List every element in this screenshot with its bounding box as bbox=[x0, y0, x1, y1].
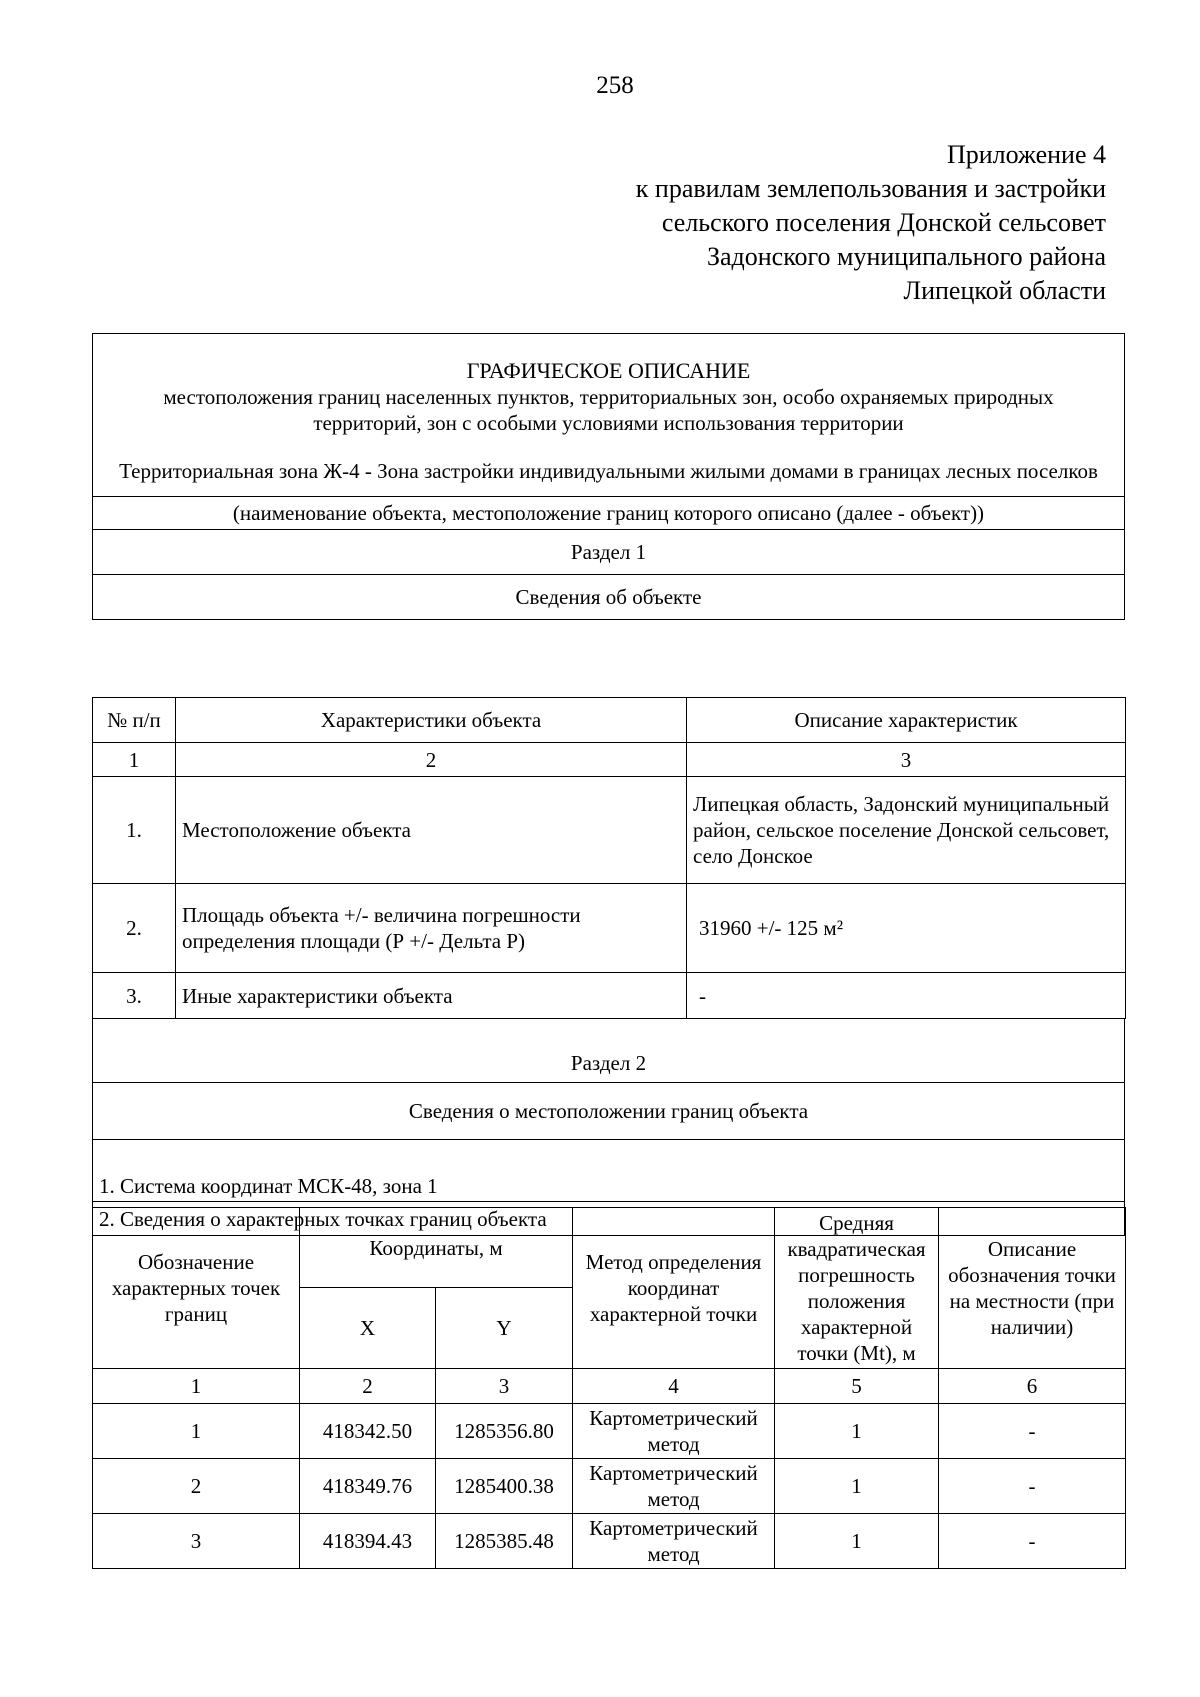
column-header: Характеристики объекта bbox=[176, 698, 687, 743]
section1-title: Раздел 1 bbox=[93, 530, 1125, 575]
column-header: Описание характеристик bbox=[687, 698, 1126, 743]
document-subtitle: местоположения границ населенных пунктов, территориальных зон, особо охраняемых природных территорий, зон с особыми условиями использования территории bbox=[163, 385, 1054, 435]
header-cell bbox=[93, 334, 1125, 497]
characteristic-cell: Площадь объекта +/- величина погрешности определения площади (Р +/- Дельта Р) bbox=[176, 884, 687, 973]
column-header-x: X bbox=[300, 1288, 436, 1369]
column-number: 3 bbox=[687, 743, 1126, 777]
document-title: ГРАФИЧЕСКОЕ ОПИСАНИЕ bbox=[466, 358, 751, 383]
row-number: 1. bbox=[93, 777, 176, 884]
characteristic-cell: Местоположение объекта bbox=[176, 777, 687, 884]
header-table bbox=[92, 333, 1125, 620]
object-caption: (наименование объекта, местоположение границ которого описано (далее - объект)) bbox=[93, 497, 1125, 530]
appendix-line: Липецкой области bbox=[903, 276, 1106, 305]
point-description: - bbox=[939, 1514, 1126, 1569]
section1-subtitle: Сведения об объекте bbox=[93, 575, 1125, 620]
point-method: Картометрический метод bbox=[573, 1459, 775, 1514]
point-id: 3 bbox=[93, 1514, 300, 1569]
description-cell: - bbox=[687, 973, 1126, 1019]
column-number: 3 bbox=[436, 1369, 573, 1404]
object-info-table bbox=[92, 697, 1126, 1019]
column-number: 2 bbox=[300, 1369, 436, 1404]
point-description: - bbox=[939, 1459, 1126, 1514]
column-number: 2 bbox=[176, 743, 687, 777]
point-id: 2 bbox=[93, 1459, 300, 1514]
point-x: 418349.76 bbox=[300, 1459, 436, 1514]
zone-name: Территориальная зона Ж-4 - Зона застройки индивидуальными жилыми домами в границах лесных поселков bbox=[119, 459, 1098, 483]
page-number: 258 bbox=[596, 72, 634, 99]
point-y: 1285356.80 bbox=[436, 1404, 573, 1459]
point-error: 1 bbox=[775, 1404, 939, 1459]
point-method: Картометрический метод bbox=[573, 1404, 775, 1459]
point-y: 1285385.48 bbox=[436, 1514, 573, 1569]
row-number: 2. bbox=[93, 884, 176, 973]
section2-subtitle: Сведения о местоположении границ объекта bbox=[93, 1083, 1125, 1140]
appendix-line: Приложение 4 bbox=[946, 140, 1106, 169]
column-header: Метод определения координат характерной точки bbox=[573, 1208, 775, 1369]
section2-title: Раздел 2 bbox=[93, 1019, 1125, 1083]
column-header: Описание обозначения точки на местности (при наличии) bbox=[939, 1208, 1126, 1369]
point-id: 1 bbox=[93, 1404, 300, 1459]
point-x: 418342.50 bbox=[300, 1404, 436, 1459]
column-header: Средняя квадратическая погрешность положения характерной точки (Mt), м bbox=[775, 1208, 939, 1369]
point-error: 1 bbox=[775, 1459, 939, 1514]
point-method: Картометрический метод bbox=[573, 1514, 775, 1569]
appendix-line: Задонского муниципального района bbox=[706, 242, 1106, 271]
column-number: 1 bbox=[93, 1369, 300, 1404]
characteristic-cell: Иные характеристики объекта bbox=[176, 973, 687, 1019]
point-description: - bbox=[939, 1404, 1126, 1459]
points-table bbox=[92, 1207, 1126, 1569]
appendix-block bbox=[636, 138, 1106, 308]
column-number: 1 bbox=[93, 743, 176, 777]
column-header: Обозначение характерных точек границ bbox=[93, 1208, 300, 1369]
column-header: Координаты, м bbox=[300, 1208, 573, 1288]
point-x: 418394.43 bbox=[300, 1514, 436, 1569]
description-cell: 31960 +/- 125 м² bbox=[687, 884, 1126, 973]
point-error: 1 bbox=[775, 1514, 939, 1569]
column-number: 6 bbox=[939, 1369, 1126, 1404]
column-number: 4 bbox=[573, 1369, 775, 1404]
appendix-line: к правилам землепользования и застройки bbox=[635, 174, 1106, 203]
column-header: № п/п bbox=[93, 698, 176, 743]
appendix-line: сельского поселения Донской сельсовет bbox=[661, 208, 1106, 237]
column-header-y: Y bbox=[436, 1288, 573, 1369]
column-number: 5 bbox=[775, 1369, 939, 1404]
points-title: 2. Сведения о характерных точках границ объекта bbox=[93, 1202, 1125, 1236]
row-number: 3. bbox=[93, 973, 176, 1019]
coordinate-system: 1. Система координат МСК-48, зона 1 bbox=[93, 1140, 1125, 1202]
section2-header-table bbox=[92, 1018, 1125, 1236]
description-cell: Липецкая область, Задонский муниципальный район, сельское поселение Донской сельсовет, село Донское bbox=[687, 777, 1126, 884]
point-y: 1285400.38 bbox=[436, 1459, 573, 1514]
